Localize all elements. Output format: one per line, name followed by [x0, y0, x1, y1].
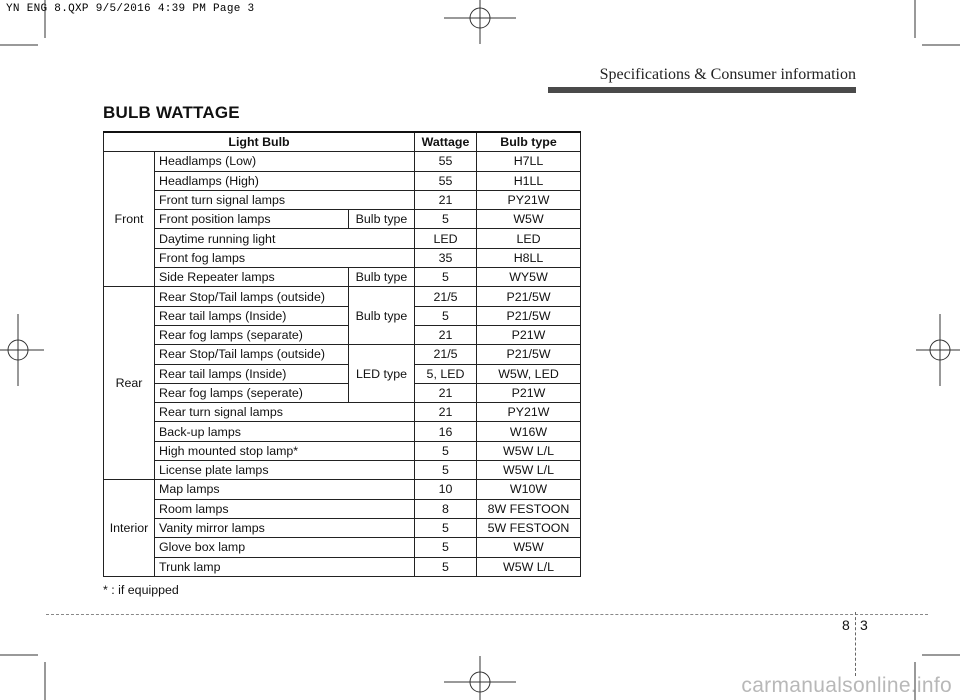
bulb-type: P21W	[477, 383, 581, 402]
bulb-type: W5W, LED	[477, 364, 581, 383]
print-slug-line: YN ENG 8.QXP 9/5/2016 4:39 PM Page 3	[6, 3, 255, 15]
table-row	[104, 364, 581, 383]
bulb-name: Rear Stop/Tail lamps (outside)	[155, 287, 349, 306]
rear-bulb-type-label: Bulb type	[349, 287, 415, 345]
table-row	[104, 441, 581, 460]
bulb-name: Rear turn signal lamps	[155, 403, 415, 422]
bulb-wattage: 5	[415, 538, 477, 557]
page-title: BULB WATTAGE	[103, 103, 240, 122]
bulb-subtype: Bulb type	[349, 268, 415, 287]
table-row	[104, 422, 581, 441]
bulb-wattage: 21	[415, 403, 477, 422]
bulb-wattage: 55	[415, 171, 477, 190]
bulb-wattage: 5	[415, 441, 477, 460]
table-row	[104, 345, 581, 364]
bulb-type: 8W FESTOON	[477, 499, 581, 518]
bulb-type: P21/5W	[477, 345, 581, 364]
table-row	[104, 325, 581, 344]
bulb-type: W5W L/L	[477, 441, 581, 460]
table-row	[104, 461, 581, 480]
page-number: 3	[860, 617, 868, 633]
table-row	[104, 248, 581, 267]
bulb-name: Front position lamps	[155, 210, 349, 229]
header-light-bulb: Light Bulb	[104, 132, 415, 152]
bulb-wattage: 21/5	[415, 287, 477, 306]
bulb-type: H8LL	[477, 248, 581, 267]
bulb-wattage: 21/5	[415, 345, 477, 364]
registration-mark-right	[916, 314, 960, 386]
registration-mark-left	[0, 314, 44, 386]
bulb-name: High mounted stop lamp*	[155, 441, 415, 460]
bulb-wattage: 16	[415, 422, 477, 441]
table-row	[104, 383, 581, 402]
bulb-subtype: Bulb type	[349, 210, 415, 229]
bulb-wattage: 21	[415, 325, 477, 344]
bulb-name: License plate lamps	[155, 461, 415, 480]
header-bulb-type: Bulb type	[477, 132, 581, 152]
table-row	[104, 480, 581, 499]
bulb-type: W5W L/L	[477, 557, 581, 576]
table-row	[104, 152, 581, 171]
bulb-type: P21/5W	[477, 287, 581, 306]
registration-mark-bottom	[444, 656, 516, 700]
bulb-wattage: 10	[415, 480, 477, 499]
bulb-name: Rear fog lamps (seperate)	[155, 383, 349, 402]
bulb-name: Rear Stop/Tail lamps (outside)	[155, 345, 349, 364]
bulb-type: W5W	[477, 210, 581, 229]
header-bar	[548, 87, 856, 93]
bulb-name: Rear fog lamps (separate)	[155, 325, 349, 344]
bulb-wattage: 8	[415, 499, 477, 518]
bulb-type: W16W	[477, 422, 581, 441]
bulb-wattage: 35	[415, 248, 477, 267]
bulb-type: P21/5W	[477, 306, 581, 325]
section-header: Specifications & Consumer information	[599, 66, 856, 83]
bulb-name: Headlamps (Low)	[155, 152, 415, 171]
bulb-name: Room lamps	[155, 499, 415, 518]
bulb-wattage-table	[103, 131, 581, 577]
bulb-wattage: 5	[415, 518, 477, 537]
bulb-wattage: 5, LED	[415, 364, 477, 383]
table-row	[104, 557, 581, 576]
bulb-name: Glove box lamp	[155, 538, 415, 557]
bulb-name: Daytime running light	[155, 229, 415, 248]
table-row	[104, 268, 581, 287]
bulb-wattage: LED	[415, 229, 477, 248]
table-row	[104, 287, 581, 306]
page-number-divider	[855, 612, 856, 676]
bulb-type: H1LL	[477, 171, 581, 190]
bulb-wattage: 5	[415, 557, 477, 576]
bulb-wattage: 5	[415, 210, 477, 229]
bulb-name: Rear tail lamps (Inside)	[155, 364, 349, 383]
footnote: * : if equipped	[103, 583, 179, 597]
table-header-row	[104, 132, 581, 152]
table-row	[104, 210, 581, 229]
bulb-wattage: 5	[415, 306, 477, 325]
bulb-type: W5W	[477, 538, 581, 557]
bulb-name: Side Repeater lamps	[155, 268, 349, 287]
group-interior: Interior	[104, 480, 155, 576]
bulb-type: LED	[477, 229, 581, 248]
footer-dashed-line	[46, 614, 928, 615]
table-row	[104, 499, 581, 518]
group-front: Front	[104, 152, 155, 287]
table-row	[104, 538, 581, 557]
bulb-name: Front fog lamps	[155, 248, 415, 267]
bulb-type: WY5W	[477, 268, 581, 287]
bulb-name: Back-up lamps	[155, 422, 415, 441]
table-row	[104, 306, 581, 325]
table-row	[104, 518, 581, 537]
bulb-type: 5W FESTOON	[477, 518, 581, 537]
table-row	[104, 171, 581, 190]
table-row	[104, 190, 581, 209]
bulb-type: PY21W	[477, 403, 581, 422]
watermark: carmanualsonline.info	[741, 674, 952, 697]
bulb-name: Map lamps	[155, 480, 415, 499]
registration-mark-top	[444, 0, 516, 44]
bulb-type: W10W	[477, 480, 581, 499]
bulb-wattage: 5	[415, 268, 477, 287]
bulb-name: Rear tail lamps (Inside)	[155, 306, 349, 325]
bulb-wattage: 55	[415, 152, 477, 171]
group-rear: Rear	[104, 287, 155, 480]
header-wattage: Wattage	[415, 132, 477, 152]
bulb-type: W5W L/L	[477, 461, 581, 480]
bulb-type: H7LL	[477, 152, 581, 171]
rear-led-type-label: LED type	[349, 345, 415, 403]
bulb-wattage: 21	[415, 190, 477, 209]
bulb-wattage: 5	[415, 461, 477, 480]
table-row	[104, 229, 581, 248]
bulb-type: PY21W	[477, 190, 581, 209]
bulb-name: Trunk lamp	[155, 557, 415, 576]
bulb-type: P21W	[477, 325, 581, 344]
page-chapter-number: 8	[842, 617, 850, 633]
bulb-name: Vanity mirror lamps	[155, 518, 415, 537]
table-row	[104, 403, 581, 422]
bulb-name: Headlamps (High)	[155, 171, 415, 190]
bulb-wattage: 21	[415, 383, 477, 402]
bulb-name: Front turn signal lamps	[155, 190, 415, 209]
